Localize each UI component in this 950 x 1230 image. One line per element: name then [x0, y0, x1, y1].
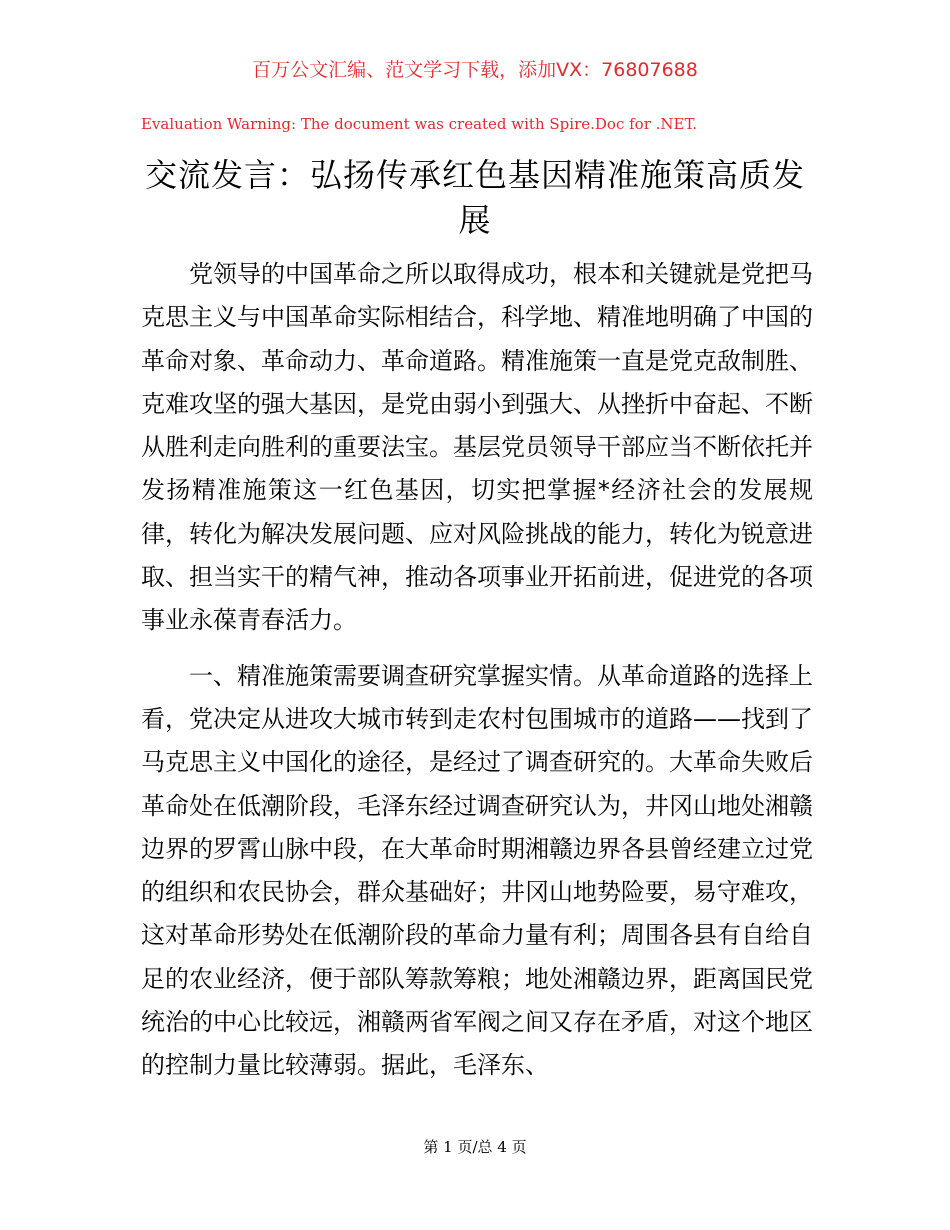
paragraph-section-one: 一、精准施策需要调查研究掌握实情。从革命道路的选择上看，党决定从进攻大城市转到走农村包围城市的道路——找到了马克思主义中国化的途径，是经过了调查研究的。大革命失败后革命处在低潮阶段，毛泽东经过调查研究认为，井冈山地处湘赣边界的罗霄山脉中段，在大革命时期湘赣边界各县曾经建立过党的组织和农民协会，群众基础好；井冈山地势险要，易守难攻，这对革命形势处在低潮阶段的革命力量有利；周围各县有自给自足的农业经济，便于部队筹款筹粮；地处湘赣边界，距离国民党统治的中心比较远，湘赣两省军阀之间又存在矛盾，对这个地区的控制力量比较薄弱。据此，毛泽东、 — [141, 661, 813, 1080]
document-title: 交流发言：弘扬传承红色基因精准施策高质发展 — [144, 156, 805, 239]
evaluation-warning: Evaluation Warning: The document was created with Spire.Doc for .NET. — [141, 115, 698, 133]
header-banner: 百万公文汇编、范文学习下载，添加VX：76807688 — [252, 59, 698, 81]
page-number-footer: 第 1 页/总 4 页 — [423, 1138, 527, 1156]
paragraph-intro: 党领导的中国革命之所以取得成功，根本和关键就是党把马克思主义与中国革命实际相结合，科学地、精准地明确了中国的革命对象、革命动力、革命道路。精准施策一直是党克敌制胜、克难攻坚的强大基因，是党由弱小到强大、从挫折中奋起、不断从胜利走向胜利的重要法宝。基层党员领导干部应当不断依托并发扬精准施策这一红色基因，切实把掌握*经济社会的发展规律，转化为解决发展问题、应对风险挑战的能力，转化为锐意进取、担当实干的精气神，推动各项事业开拓前进，促进党的各项事业永葆青春活力。 — [141, 260, 813, 635]
document-body — [141, 253, 813, 1100]
